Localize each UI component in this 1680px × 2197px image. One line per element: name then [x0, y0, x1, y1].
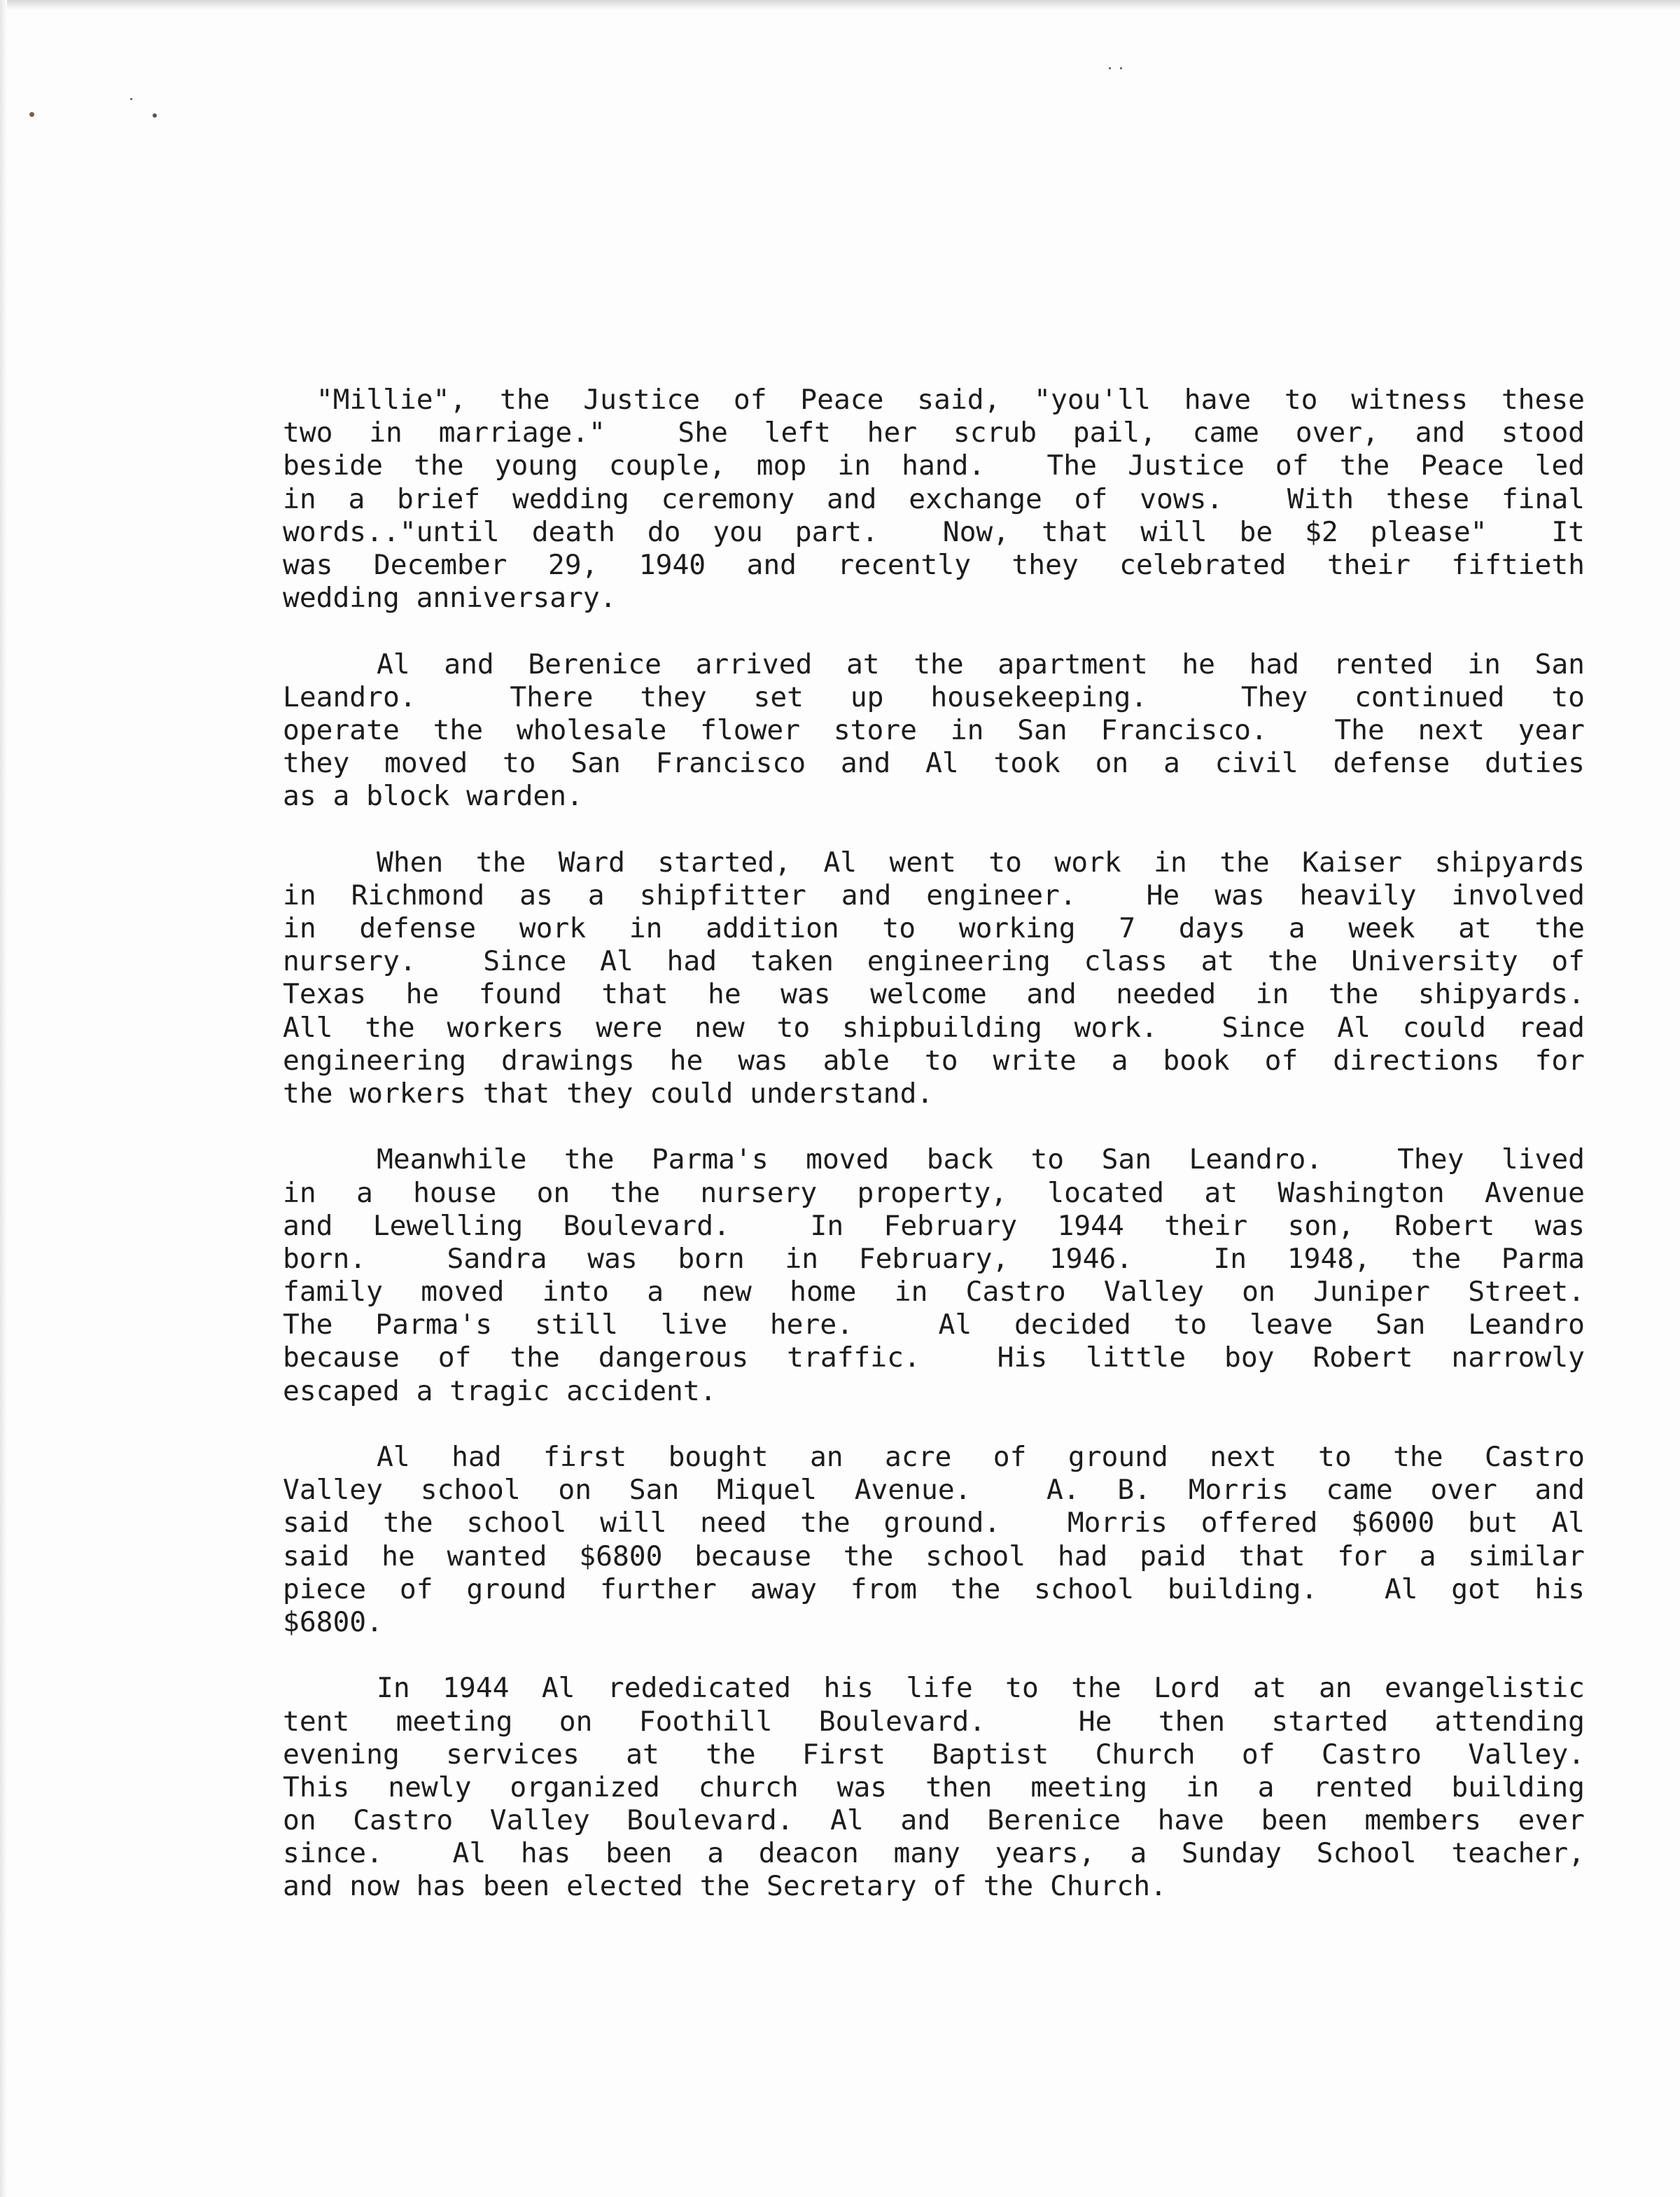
text-line: in defense work in addition to working 7 days a week at the [283, 912, 1585, 944]
text-line: $6800. [283, 1605, 383, 1638]
text-line: Leandro. There they set up housekeeping. They continued to [283, 681, 1585, 713]
text-line: This newly organized church was then meeting in a rented building [283, 1771, 1585, 1804]
scan-speck [1109, 67, 1111, 69]
text-line: piece of ground further away from the school building. Al got his [283, 1572, 1585, 1605]
text-line: Al had first bought an acre of ground next to the Castro [377, 1441, 1585, 1473]
text-line: the workers that they could understand. [283, 1077, 934, 1110]
text-line: because of the dangerous traffic. His little boy Robert narrowly [283, 1341, 1585, 1374]
scan-left-edge [0, 0, 7, 2197]
scan-speck [29, 112, 34, 117]
paragraph [283, 1441, 1585, 1639]
text-line: Meanwhile the Parma's moved back to San Leandro. They lived [377, 1143, 1585, 1176]
text-line: words.."until death do you part. Now, that will be $2 please" It [283, 515, 1585, 548]
text-line: Al and Berenice arrived at the apartment he had rented in San [377, 648, 1585, 681]
text-line: said he wanted $6800 because the school had paid that for a similar [283, 1540, 1585, 1572]
paragraph [283, 384, 1585, 615]
paragraph [283, 648, 1585, 814]
text-line: in Richmond as a shipfitter and engineer. He was heavily involved [283, 879, 1585, 912]
text-line: family moved into a new home in Castro Valley on Juniper Street. [283, 1276, 1585, 1309]
text-line: born. Sandra was born in February, 1946. In 1948, the Parma [283, 1242, 1585, 1275]
text-line: In 1944 Al rededicated his life to the Lord at an evangelistic [377, 1672, 1585, 1705]
text-line: was December 29, 1940 and recently they celebrated their fiftieth [283, 548, 1585, 581]
text-line: in a brief wedding ceremony and exchange of vows. With these final [283, 482, 1585, 515]
text-line: they moved to San Francisco and Al took on a civil defense duties [283, 747, 1585, 780]
text-line: as a block warden. [283, 780, 583, 813]
text-line: said the school will need the ground. Morris offered $6000 but Al [283, 1507, 1585, 1540]
text-line: When the Ward started, Al went to work in the Kaiser shipyards [377, 846, 1585, 879]
text-line: wedding anniversary. [283, 582, 617, 615]
text-line: and Lewelling Boulevard. In February 1944 their son, Robert was [283, 1209, 1585, 1242]
text-line: tent meeting on Foothill Boulevard. He then started attending [283, 1705, 1585, 1738]
text-line: The Parma's still live here. Al decided to leave San Leandro [283, 1309, 1585, 1341]
scan-top-edge [0, 0, 1680, 10]
text-line: nursery. Since Al had taken engineering class at the University of [283, 945, 1585, 978]
scan-speck [1120, 67, 1122, 69]
scan-speck [153, 113, 157, 118]
text-line: engineering drawings he was able to write a book of directions for [283, 1044, 1585, 1077]
scan-speck [130, 98, 132, 100]
text-line: beside the young couple, mop in hand. The Justice of the Peace led [283, 449, 1585, 482]
text-line: Texas he found that he was welcome and needed in the shipyards. [283, 978, 1585, 1011]
text-line: since. Al has been a deacon many years, a Sunday School teacher, [283, 1837, 1585, 1870]
text-line: All the workers were new to shipbuilding work. Since Al could read [283, 1011, 1585, 1044]
paragraph [283, 1672, 1585, 1903]
text-line: and now has been elected the Secretary of the Church. [283, 1870, 1167, 1903]
text-line: on Castro Valley Boulevard. Al and Berenice have been members ever [283, 1804, 1585, 1837]
typescript-body [283, 384, 1585, 1937]
paragraph [283, 846, 1585, 1111]
text-line: in a house on the nursery property, located at Washington Avenue [283, 1176, 1585, 1209]
text-line: Valley school on San Miquel Avenue. A. B. Morris came over and [283, 1474, 1585, 1507]
paragraph [283, 1143, 1585, 1408]
text-line: "Millie", the Justice of Peace said, "you'll have to witness these [283, 384, 1585, 416]
text-line: two in marriage." She left her scrub pail, came over, and stood [283, 417, 1585, 449]
text-line: evening services at the First Baptist Church of Castro Valley. [283, 1738, 1585, 1771]
text-line: escaped a tragic accident. [283, 1374, 717, 1407]
text-line: operate the wholesale flower store in San Francisco. The next year [283, 713, 1585, 746]
